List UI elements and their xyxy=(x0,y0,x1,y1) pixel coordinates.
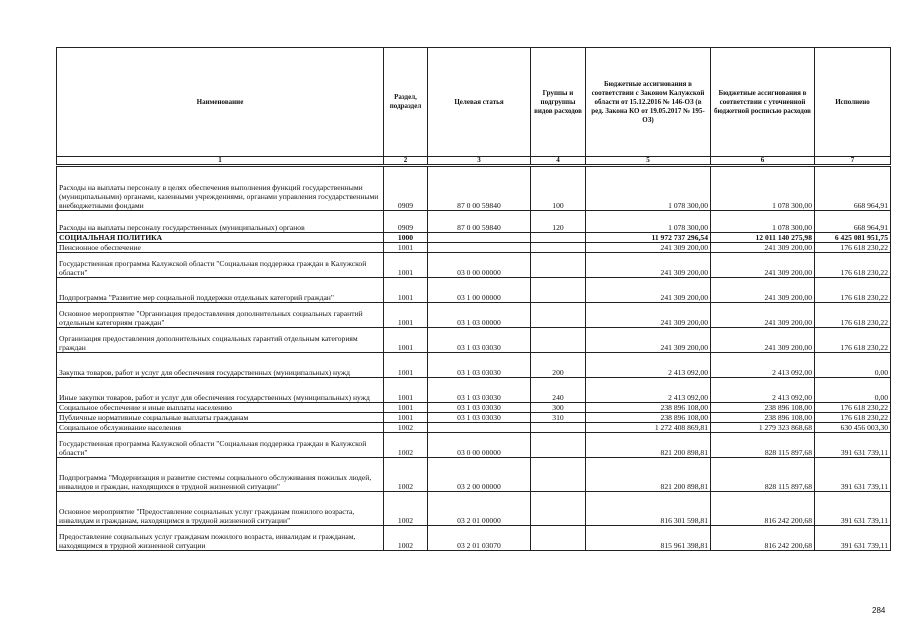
row-budget-law-cell: 238 896 108,00 xyxy=(586,403,711,413)
row-budget-refined-cell: 1 078 300,00 xyxy=(711,166,815,211)
row-name-cell: Расходы на выплаты персоналу государственных (муниципальных) органов xyxy=(57,211,384,233)
row-budget-refined-cell: 1 078 300,00 xyxy=(711,211,815,233)
row-section-cell: 1002 xyxy=(384,492,428,526)
row-executed-cell: 391 631 739,11 xyxy=(815,433,891,458)
row-executed-cell: 391 631 739,11 xyxy=(815,492,891,526)
row-budget-law-cell: 238 896 108,00 xyxy=(586,413,711,423)
row-section-cell: 1000 xyxy=(384,233,428,243)
row-executed-cell: 391 631 739,11 xyxy=(815,458,891,492)
column-number: 5 xyxy=(586,157,711,166)
row-name-cell: Социальное обеспечение и иные выплаты населению xyxy=(57,403,384,413)
column-number: 7 xyxy=(815,157,891,166)
row-budget-law-cell: 241 309 200,00 xyxy=(586,243,711,253)
table-row xyxy=(57,303,891,328)
row-name-cell: Государственная программа Калужской области "Социальная поддержка граждан в Калужской области" xyxy=(57,433,384,458)
row-group-cell xyxy=(531,278,586,303)
row-section-cell: 1002 xyxy=(384,526,428,551)
row-group-cell: 200 xyxy=(531,353,586,378)
row-budget-law-cell: 1 272 408 869,81 xyxy=(586,423,711,433)
header-name: Наименование xyxy=(57,48,384,157)
row-executed-cell: 0,00 xyxy=(815,353,891,378)
row-executed-cell: 176 618 230,22 xyxy=(815,328,891,353)
row-name-cell: Пенсионное обеспечение xyxy=(57,243,384,253)
table-row xyxy=(57,403,891,413)
row-budget-refined-cell: 241 309 200,00 xyxy=(711,278,815,303)
row-executed-cell: 6 425 081 951,75 xyxy=(815,233,891,243)
row-section-cell: 1001 xyxy=(384,378,428,403)
row-budget-refined-cell: 241 309 200,00 xyxy=(711,303,815,328)
table-header-row xyxy=(57,48,891,157)
table-row xyxy=(57,423,891,433)
row-name-cell: Организация предоставления дополнительных социальных гарантий отдельным категориям граждан xyxy=(57,328,384,353)
row-budget-refined-cell: 241 309 200,00 xyxy=(711,328,815,353)
row-budget-law-cell: 241 309 200,00 xyxy=(586,253,711,278)
row-group-cell xyxy=(531,433,586,458)
row-name-cell: Подпрограмма "Модернизация и развитие системы социального обслуживания пожилых людей, инвалидов и граждан, находящихся в трудной жизненной ситуации" xyxy=(57,458,384,492)
row-budget-law-cell: 821 200 898,81 xyxy=(586,433,711,458)
row-budget-law-cell: 241 309 200,00 xyxy=(586,328,711,353)
header-target: Целевая статья xyxy=(428,48,531,157)
row-budget-law-cell: 241 309 200,00 xyxy=(586,303,711,328)
table-row xyxy=(57,166,891,211)
row-executed-cell: 176 618 230,22 xyxy=(815,303,891,328)
column-number: 3 xyxy=(428,157,531,166)
table-row xyxy=(57,378,891,403)
row-budget-law-cell: 241 309 200,00 xyxy=(586,278,711,303)
row-budget-law-cell: 2 413 092,00 xyxy=(586,378,711,403)
row-section-cell: 1001 xyxy=(384,303,428,328)
row-name-cell: СОЦИАЛЬНАЯ ПОЛИТИКА xyxy=(57,233,384,243)
row-budget-refined-cell: 12 011 140 275,98 xyxy=(711,233,815,243)
row-section-cell: 0909 xyxy=(384,211,428,233)
row-section-cell: 1001 xyxy=(384,253,428,278)
row-target-cell: 03 1 03 03030 xyxy=(428,378,531,403)
row-executed-cell: 668 964,91 xyxy=(815,166,891,211)
header-groups: Группы и подгруппы видов расходов xyxy=(531,48,586,157)
row-executed-cell: 630 456 003,30 xyxy=(815,423,891,433)
row-target-cell: 03 2 00 00000 xyxy=(428,458,531,492)
table-row xyxy=(57,413,891,423)
row-executed-cell: 176 618 230,22 xyxy=(815,243,891,253)
row-executed-cell: 176 618 230,22 xyxy=(815,413,891,423)
header-section: Раздел, подраздел xyxy=(384,48,428,157)
row-group-cell xyxy=(531,492,586,526)
row-group-cell: 310 xyxy=(531,413,586,423)
page-number: 284 xyxy=(872,606,886,615)
row-executed-cell: 391 631 739,11 xyxy=(815,526,891,551)
row-group-cell: 300 xyxy=(531,403,586,413)
table-row xyxy=(57,433,891,458)
table-row xyxy=(57,243,891,253)
row-budget-refined-cell: 828 115 897,68 xyxy=(711,433,815,458)
row-target-cell: 03 0 00 00000 xyxy=(428,433,531,458)
row-target-cell: 03 1 03 03030 xyxy=(428,353,531,378)
row-budget-refined-cell: 816 242 200,68 xyxy=(711,492,815,526)
row-budget-refined-cell: 1 279 323 868,68 xyxy=(711,423,815,433)
table-row xyxy=(57,278,891,303)
row-target-cell xyxy=(428,243,531,253)
row-target-cell: 03 1 00 00000 xyxy=(428,278,531,303)
row-target-cell: 03 2 01 00000 xyxy=(428,492,531,526)
row-group-cell xyxy=(531,458,586,492)
row-group-cell xyxy=(531,243,586,253)
row-name-cell: Иные закупки товаров, работ и услуг для обеспечения государственных (муниципальных) нужд xyxy=(57,378,384,403)
row-name-cell: Основное мероприятие "Организация предоставления дополнительных социальных гарантий отдельным категориям граждан" xyxy=(57,303,384,328)
row-target-cell: 87 0 00 59840 xyxy=(428,166,531,211)
row-budget-refined-cell: 241 309 200,00 xyxy=(711,253,815,278)
budget-table-sheet xyxy=(56,47,890,551)
row-target-cell: 03 1 03 03030 xyxy=(428,413,531,423)
row-target-cell xyxy=(428,423,531,433)
row-name-cell: Расходы на выплаты персоналу в целях обеспечения выполнения функций государственными (муниципальными) органами, казенными учреждениями, органами управления государственными внебюджетными фондами xyxy=(57,166,384,211)
row-target-cell xyxy=(428,233,531,243)
row-section-cell: 1001 xyxy=(384,353,428,378)
row-name-cell: Государственная программа Калужской области "Социальная поддержка граждан в Калужской области" xyxy=(57,253,384,278)
row-budget-refined-cell: 2 413 092,00 xyxy=(711,378,815,403)
row-budget-refined-cell: 238 896 108,00 xyxy=(711,403,815,413)
row-group-cell xyxy=(531,253,586,278)
table-row xyxy=(57,328,891,353)
row-group-cell xyxy=(531,328,586,353)
row-executed-cell: 176 618 230,22 xyxy=(815,403,891,413)
row-budget-law-cell: 1 078 300,00 xyxy=(586,211,711,233)
row-section-cell: 1002 xyxy=(384,433,428,458)
table-row xyxy=(57,526,891,551)
row-executed-cell: 176 618 230,22 xyxy=(815,278,891,303)
row-budget-refined-cell: 241 309 200,00 xyxy=(711,243,815,253)
table-row xyxy=(57,492,891,526)
column-number: 1 xyxy=(57,157,384,166)
row-target-cell: 03 0 00 00000 xyxy=(428,253,531,278)
row-group-cell xyxy=(531,526,586,551)
row-budget-law-cell: 821 200 898,81 xyxy=(586,458,711,492)
row-group-cell xyxy=(531,303,586,328)
row-section-cell: 1002 xyxy=(384,458,428,492)
row-budget-refined-cell: 2 413 092,00 xyxy=(711,353,815,378)
row-group-cell: 120 xyxy=(531,211,586,233)
row-budget-law-cell: 1 078 300,00 xyxy=(586,166,711,211)
row-executed-cell: 668 964,91 xyxy=(815,211,891,233)
header-budget-refined: Бюджетные ассигнования в соответствии с уточненной бюджетной росписью расходов xyxy=(711,48,815,157)
row-name-cell: Закупка товаров, работ и услуг для обеспечения государственных (муниципальных) нужд xyxy=(57,353,384,378)
row-budget-law-cell: 816 301 598,81 xyxy=(586,492,711,526)
column-number: 4 xyxy=(531,157,586,166)
row-name-cell: Основное мероприятие "Предоставление социальных услуг гражданам пожилого возраста, инвалидам и гражданам, находящимся в трудной жизненной ситуации" xyxy=(57,492,384,526)
row-budget-refined-cell: 828 115 897,68 xyxy=(711,458,815,492)
table-row xyxy=(57,253,891,278)
column-number-row xyxy=(57,157,891,166)
row-name-cell: Публичные нормативные социальные выплаты гражданам xyxy=(57,413,384,423)
row-name-cell: Подпрограмма "Развитие мер социальной поддержки отдельных категорий граждан" xyxy=(57,278,384,303)
row-section-cell: 0909 xyxy=(384,166,428,211)
row-budget-law-cell: 11 972 737 296,54 xyxy=(586,233,711,243)
row-target-cell: 03 2 01 03070 xyxy=(428,526,531,551)
row-section-cell: 1001 xyxy=(384,403,428,413)
table-row xyxy=(57,211,891,233)
row-target-cell: 03 1 03 00000 xyxy=(428,303,531,328)
table-row xyxy=(57,458,891,492)
header-executed: Исполнено xyxy=(815,48,891,157)
row-target-cell: 03 1 03 03030 xyxy=(428,403,531,413)
row-target-cell: 87 0 00 59840 xyxy=(428,211,531,233)
row-executed-cell: 0,00 xyxy=(815,378,891,403)
header-budget-law: Бюджетные ассигнования в соответствии с Законом Калужской области от 15.12.2016 № 146-ОЗ (в ред. Закона КО от 19.05.2017 № 195-ОЗ) xyxy=(586,48,711,157)
row-budget-refined-cell: 816 242 200,68 xyxy=(711,526,815,551)
row-name-cell: Социальное обслуживание населения xyxy=(57,423,384,433)
row-name-cell: Предоставление социальных услуг гражданам пожилого возраста, инвалидам и гражданам, находящимся в трудной жизненной ситуации xyxy=(57,526,384,551)
row-budget-law-cell: 2 413 092,00 xyxy=(586,353,711,378)
row-group-cell xyxy=(531,423,586,433)
table-body xyxy=(57,166,891,551)
row-section-cell: 1001 xyxy=(384,328,428,353)
column-number: 2 xyxy=(384,157,428,166)
row-group-cell: 240 xyxy=(531,378,586,403)
table-row xyxy=(57,233,891,243)
row-budget-law-cell: 815 961 398,81 xyxy=(586,526,711,551)
row-executed-cell: 176 618 230,22 xyxy=(815,253,891,278)
row-group-cell xyxy=(531,233,586,243)
row-section-cell: 1001 xyxy=(384,243,428,253)
row-group-cell: 100 xyxy=(531,166,586,211)
row-section-cell: 1001 xyxy=(384,413,428,423)
row-budget-refined-cell: 238 896 108,00 xyxy=(711,413,815,423)
column-number: 6 xyxy=(711,157,815,166)
row-target-cell: 03 1 03 03030 xyxy=(428,328,531,353)
budget-table xyxy=(56,47,891,551)
row-section-cell: 1002 xyxy=(384,423,428,433)
row-section-cell: 1001 xyxy=(384,278,428,303)
table-row xyxy=(57,353,891,378)
